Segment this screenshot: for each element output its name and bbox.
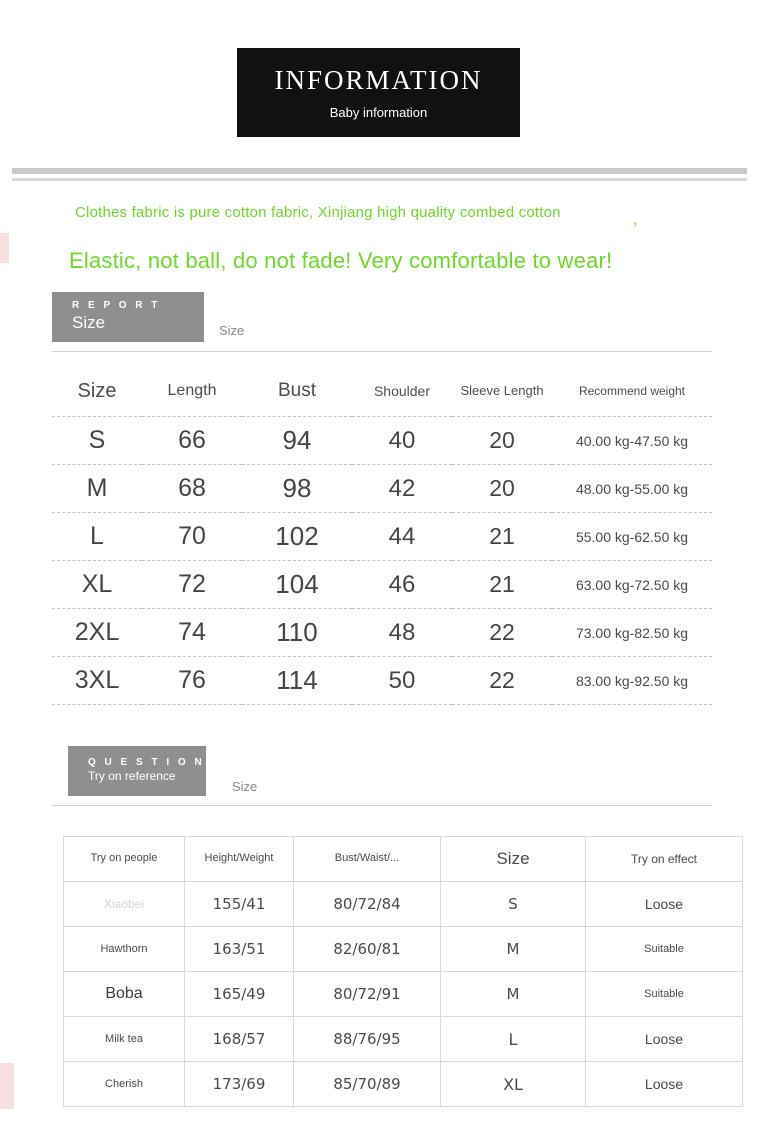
- size-cell-bust: 114: [276, 665, 318, 695]
- edge-artifact-top: [0, 233, 9, 263]
- tryon-header-row: [64, 837, 743, 882]
- tryon-section-title: Try on reference: [88, 769, 176, 784]
- size-chart-header-length: Length: [167, 382, 217, 399]
- table-row: [52, 609, 712, 657]
- tryon-cell-effect: Loose: [586, 882, 743, 927]
- size-cell-sleeve: 20: [489, 427, 515, 453]
- tryon-section-side-label: Size: [232, 779, 258, 794]
- tryon-cell-height-weight: 168/57: [185, 1017, 294, 1062]
- tryon-cell-measurements: 88/76/95: [294, 1017, 441, 1062]
- tryon-header-size: Size: [441, 837, 586, 882]
- size-chart-header-row: [52, 366, 712, 417]
- tryon-cell-height-weight: 165/49: [185, 972, 294, 1017]
- size-cell-length: 68: [178, 474, 206, 502]
- tryon-cell-people: Boba: [64, 972, 185, 1017]
- tryon-cell-size: XL: [441, 1062, 586, 1107]
- tryon-cell-size: M: [441, 927, 586, 972]
- size-cell-size: M: [86, 474, 108, 502]
- fabric-description-comma: ,: [633, 211, 638, 228]
- tryon-cell-effect: Suitable: [586, 972, 743, 1017]
- size-cell-length: 72: [178, 570, 206, 598]
- size-cell-length: 76: [178, 666, 206, 694]
- size-cell-size: XL: [81, 570, 113, 598]
- size-cell-sleeve: 22: [489, 619, 515, 645]
- tryon-cell-people: Cherish: [64, 1062, 185, 1107]
- tryon-cell-size: L: [441, 1017, 586, 1062]
- banner-subtitle: Baby information: [329, 104, 428, 120]
- size-cell-bust: 98: [282, 473, 312, 503]
- table-row: [64, 1062, 743, 1107]
- tryon-cell-effect: Loose: [586, 1017, 743, 1062]
- tryon-section-kicker: Q U E S T I O N: [88, 757, 205, 769]
- size-cell-length: 70: [178, 522, 206, 550]
- table-row: [52, 417, 712, 465]
- edge-artifact-bottom: [0, 1063, 14, 1109]
- size-cell-sleeve: 21: [489, 523, 515, 549]
- size-cell-length: 74: [178, 618, 206, 646]
- size-cell-size: 2XL: [74, 618, 120, 646]
- size-cell-length: 66: [178, 426, 206, 454]
- size-cell-weight: 73.00 kg-82.50 kg: [575, 624, 689, 641]
- fabric-benefits: Elastic, not ball, do not fade! Very comfortable to wear!: [69, 248, 613, 273]
- size-cell-shoulder: 40: [388, 426, 416, 454]
- tryon-header-people: Try on people: [64, 837, 185, 882]
- tryon-header-height-weight: Height/Weight: [185, 837, 294, 882]
- tryon-header-effect: Try on effect: [586, 837, 743, 882]
- size-section-side-label: Size: [219, 323, 245, 338]
- size-cell-weight: 40.00 kg-47.50 kg: [575, 432, 689, 449]
- table-row: [52, 657, 712, 705]
- size-cell-shoulder: 44: [388, 522, 416, 550]
- fabric-description: Clothes fabric is pure cotton fabric, Xinjiang high quality combed cotton: [75, 204, 561, 221]
- size-section-tab: [52, 292, 204, 342]
- tryon-cell-measurements: 85/70/89: [294, 1062, 441, 1107]
- tryon-cell-height-weight: 173/69: [185, 1062, 294, 1107]
- size-chart-header-weight: Recommend weight: [578, 384, 686, 398]
- table-row: [52, 561, 712, 609]
- table-row: [64, 927, 743, 972]
- tryon-cell-measurements: 80/72/84: [294, 882, 441, 927]
- size-chart-header-shoulder: Shoulder: [373, 383, 431, 399]
- table-row: [64, 972, 743, 1017]
- size-chart-header-bust: Bust: [277, 380, 317, 401]
- banner-title: INFORMATION: [274, 64, 483, 95]
- tryon-cell-people: Xiaobei: [64, 882, 185, 927]
- size-cell-shoulder: 42: [388, 474, 416, 502]
- size-cell-weight: 83.00 kg-92.50 kg: [575, 672, 689, 689]
- size-cell-sleeve: 22: [489, 667, 515, 693]
- tryon-cell-size: M: [441, 972, 586, 1017]
- tryon-cell-height-weight: 163/51: [185, 927, 294, 972]
- size-cell-bust: 102: [275, 521, 319, 551]
- size-cell-size: L: [90, 522, 104, 550]
- table-row: [64, 882, 743, 927]
- size-chart-header-sleeve: Sleeve Length: [460, 382, 544, 398]
- size-cell-bust: 94: [282, 425, 312, 455]
- tryon-cell-effect: Loose: [586, 1062, 743, 1107]
- size-cell-sleeve: 20: [489, 475, 515, 501]
- table-row: [64, 1017, 743, 1062]
- tryon-cell-people: Hawthorn: [64, 927, 185, 972]
- divider-thin: [12, 178, 747, 181]
- size-cell-bust: 104: [275, 569, 319, 599]
- size-cell-shoulder: 50: [388, 666, 416, 694]
- tryon-section-tab: [68, 746, 206, 796]
- tryon-cell-measurements: 82/60/81: [294, 927, 441, 972]
- information-banner: [237, 48, 520, 137]
- size-cell-shoulder: 46: [388, 570, 416, 598]
- tryon-reference-table: [63, 836, 743, 1107]
- size-cell-shoulder: 48: [388, 618, 416, 646]
- size-cell-weight: 63.00 kg-72.50 kg: [575, 576, 689, 593]
- size-section-rule: [52, 351, 712, 352]
- table-row: [52, 465, 712, 513]
- size-cell-weight: 55.00 kg-62.50 kg: [575, 528, 689, 545]
- size-chart-header-size: Size: [77, 379, 117, 402]
- size-cell-weight: 48.00 kg-55.00 kg: [575, 480, 689, 497]
- size-cell-size: 3XL: [74, 666, 120, 694]
- tryon-cell-people: Milk tea: [64, 1017, 185, 1062]
- size-cell-size: S: [88, 426, 106, 454]
- size-cell-sleeve: 21: [489, 571, 515, 597]
- size-section-title: Size: [72, 312, 106, 332]
- table-row: [52, 513, 712, 561]
- size-cell-bust: 110: [276, 617, 318, 647]
- tryon-header-measurements: Bust/Waist/...: [294, 837, 441, 882]
- tryon-section-rule: [52, 805, 712, 806]
- tryon-cell-effect: Suitable: [586, 927, 743, 972]
- tryon-cell-measurements: 80/72/91: [294, 972, 441, 1017]
- size-section-kicker: R E P O R T: [72, 299, 161, 311]
- tryon-cell-height-weight: 155/41: [185, 882, 294, 927]
- divider-thick: [12, 168, 747, 174]
- size-chart-table: [52, 366, 712, 705]
- tryon-cell-size: S: [441, 882, 586, 927]
